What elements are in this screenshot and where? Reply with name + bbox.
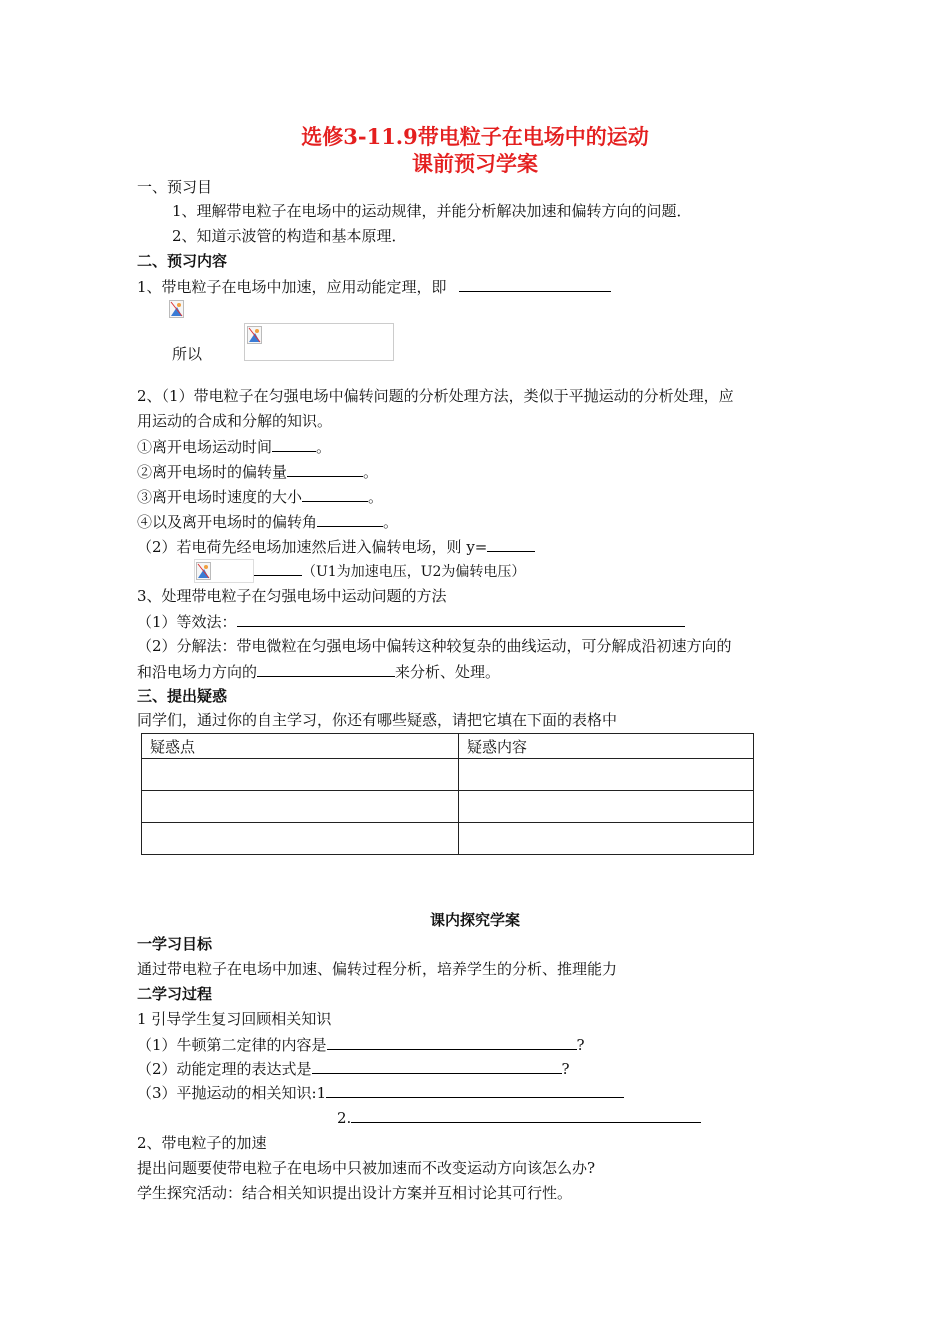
section2-heading: 二、预习内容 bbox=[137, 252, 228, 270]
objective-1: 1、理解带电粒子在电场中的运动规律，并能分析解决加速和偏转方向的问题． bbox=[172, 202, 692, 220]
table-header-doubt: 疑惑点 bbox=[142, 734, 459, 759]
answer-blank[interactable] bbox=[351, 1106, 701, 1123]
question-2a: ①离开电场运动时间 。 bbox=[137, 435, 331, 458]
voltage-note: （U1为加速电压，U2为偏转电压） bbox=[302, 564, 526, 580]
answer-blank[interactable] bbox=[487, 535, 535, 552]
p2-section1-text: 通过带电粒子在电场中加速、偏转过程分析，培养学生的分析、推理能力 bbox=[137, 960, 618, 978]
voltage-note-line bbox=[254, 559, 525, 583]
section3-heading: 三、提出疑惑 bbox=[137, 687, 228, 705]
question-2-line1: 2、（1）带电粒子在匀强电场中偏转问题的分析处理方法，类似于平抛运动的分析处理，应 bbox=[137, 387, 734, 405]
question-1 bbox=[137, 275, 611, 298]
title-sub: 课前预习学案 bbox=[412, 151, 538, 176]
table-row bbox=[142, 759, 754, 791]
p2-section2-heading: 二学习过程 bbox=[137, 985, 213, 1003]
question-2b: ②离开电场时的偏转量 。 bbox=[137, 460, 378, 483]
table-header-content: 疑惑内容 bbox=[459, 734, 754, 759]
answer-blank[interactable] bbox=[327, 1033, 577, 1050]
title-main: 选修3-11.9带电粒子在电场中的运动 bbox=[301, 124, 649, 149]
p2-item1-3: （3）平抛运动的相关知识:1 bbox=[137, 1081, 624, 1104]
question-3-2-line2: 和沿电场力方向的 来分析、处理。 bbox=[137, 660, 500, 683]
p2-item2: 2、带电粒子的加速 bbox=[137, 1134, 267, 1152]
broken-image-icon bbox=[247, 326, 262, 344]
question-3: 3、处理带电粒子在匀强电场中运动问题的方法 bbox=[137, 587, 447, 605]
formula-image-frame bbox=[244, 323, 394, 361]
p2-item1-1: （1）牛顿第二定律的内容是 ? bbox=[137, 1033, 585, 1056]
answer-blank[interactable] bbox=[254, 559, 302, 576]
formula-image-frame-2 bbox=[194, 559, 254, 583]
question-2-line2: 用运动的合成和分解的知识。 bbox=[137, 412, 333, 430]
p2-item1: 1 引导学生复习回顾相关知识 bbox=[137, 1010, 332, 1028]
p2-item2-question: 提出问题要使带电粒子在电场中只被加速而不改变运动方向该怎么办? bbox=[137, 1159, 596, 1177]
answer-blank[interactable] bbox=[312, 1057, 562, 1074]
section3-intro: 同学们，通过你的自主学习，你还有哪些疑惑，请把它填在下面的表格中 bbox=[137, 711, 618, 729]
broken-image-icon bbox=[169, 300, 184, 318]
table-row bbox=[142, 791, 754, 823]
answer-blank[interactable] bbox=[317, 510, 383, 527]
answer-blank[interactable] bbox=[459, 275, 611, 292]
p2-section1-heading: 一学习目标 bbox=[137, 935, 213, 953]
section1-heading: 一、预习目 bbox=[137, 178, 213, 196]
objective-2: 2、知道示波管的构造和基本原理． bbox=[172, 227, 407, 245]
p2-item2-activity: 学生探究活动：结合相关知识提出设计方案并互相讨论其可行性。 bbox=[137, 1184, 573, 1202]
question-3-2-line1: （2）分解法：带电微粒在匀强电场中偏转这种较复杂的曲线运动，可分解成沿初速方向的 bbox=[137, 637, 732, 655]
answer-blank[interactable] bbox=[302, 485, 368, 502]
part2-title: 课内探究学案 bbox=[429, 911, 520, 929]
p2-item1-2: （2）动能定理的表达式是 ? bbox=[137, 1057, 570, 1080]
broken-image-icon bbox=[196, 562, 211, 580]
answer-blank[interactable] bbox=[287, 460, 363, 477]
answer-blank[interactable] bbox=[326, 1081, 624, 1098]
question-2d: ④以及离开电场时的偏转角 。 bbox=[137, 510, 398, 533]
answer-blank[interactable] bbox=[272, 435, 316, 452]
table-row bbox=[142, 823, 754, 855]
question-1-text: 1、带电粒子在电场中加速，应用动能定理，即 bbox=[137, 278, 447, 296]
p2-item1-3b: 2. bbox=[337, 1106, 701, 1129]
doubts-table bbox=[141, 733, 754, 855]
question-3-1: （1）等效法： bbox=[137, 610, 685, 633]
question-2-part2: （2）若电荷先经电场加速然后进入偏转电场，则 y= bbox=[137, 535, 535, 558]
so-label: 所以 bbox=[172, 345, 203, 363]
answer-blank[interactable] bbox=[237, 610, 685, 627]
question-2c: ③离开电场时速度的大小 。 bbox=[137, 485, 383, 508]
answer-blank[interactable] bbox=[257, 660, 395, 677]
